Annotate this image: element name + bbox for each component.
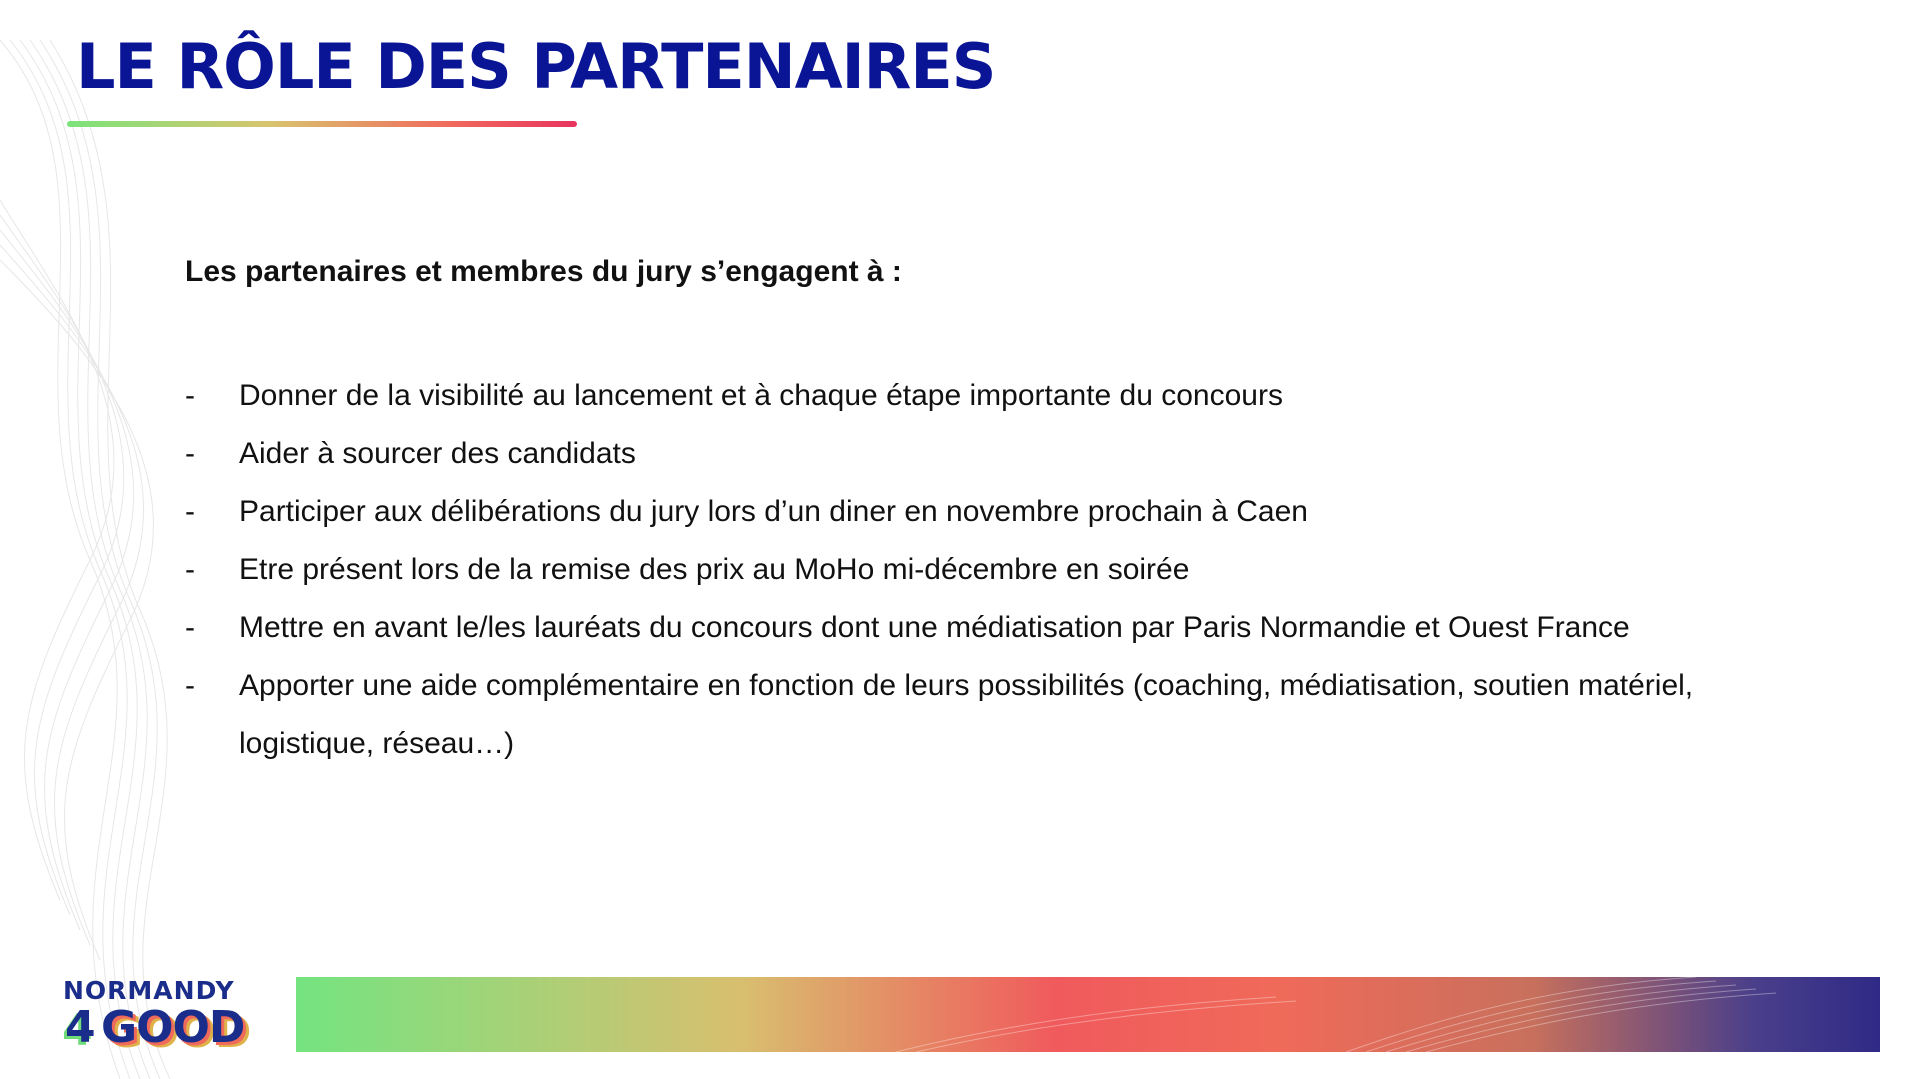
list-item-text: Etre présent lors de la remise des prix au MoHo mi-décembre en soirée — [239, 553, 1190, 586]
normandy-4-good-logo — [63, 976, 243, 1056]
list-item-text: Apporter une aide complémentaire en fonction de leurs possibilités (coaching, médiatisation, soutien matériel, logistique, réseau…) — [239, 669, 1694, 760]
list-item — [185, 367, 1745, 425]
slide-title: LE RÔLE DES PARTENAIRES — [76, 30, 996, 103]
list-item — [185, 425, 1745, 483]
bullet-dash: - — [185, 495, 195, 528]
bullet-dash: - — [185, 669, 195, 702]
logo-word-good: GOOD — [101, 1002, 245, 1053]
footer-gradient-band — [296, 977, 1880, 1052]
list-item-text: Aider à sourcer des candidats — [239, 437, 636, 470]
bullet-dash: - — [185, 379, 195, 412]
list-item-text: Donner de la visibilité au lancement et à chaque étape importante du concours — [239, 379, 1283, 412]
list-item — [185, 541, 1745, 599]
footer-wave-lines — [296, 977, 1880, 1052]
list-item — [185, 599, 1745, 657]
logo-line-4good — [63, 1002, 243, 1056]
commitments-list — [185, 367, 1745, 773]
list-item — [185, 483, 1745, 541]
title-underline — [67, 121, 577, 127]
logo-line-normandy: NORMANDY — [63, 976, 235, 1005]
intro-text: Les partenaires et membres du jury s’engagent à : — [185, 255, 902, 288]
bullet-dash: - — [185, 611, 195, 644]
list-item — [185, 657, 1745, 773]
list-item-text: Mettre en avant le/les lauréats du concours dont une médiatisation par Paris Normandie et Ouest France — [239, 611, 1630, 644]
logo-digit-4: 4 — [65, 1002, 96, 1053]
bullet-dash: - — [185, 437, 195, 470]
list-item-text: Participer aux délibérations du jury lors d’un diner en novembre prochain à Caen — [239, 495, 1308, 528]
bullet-dash: - — [185, 553, 195, 586]
